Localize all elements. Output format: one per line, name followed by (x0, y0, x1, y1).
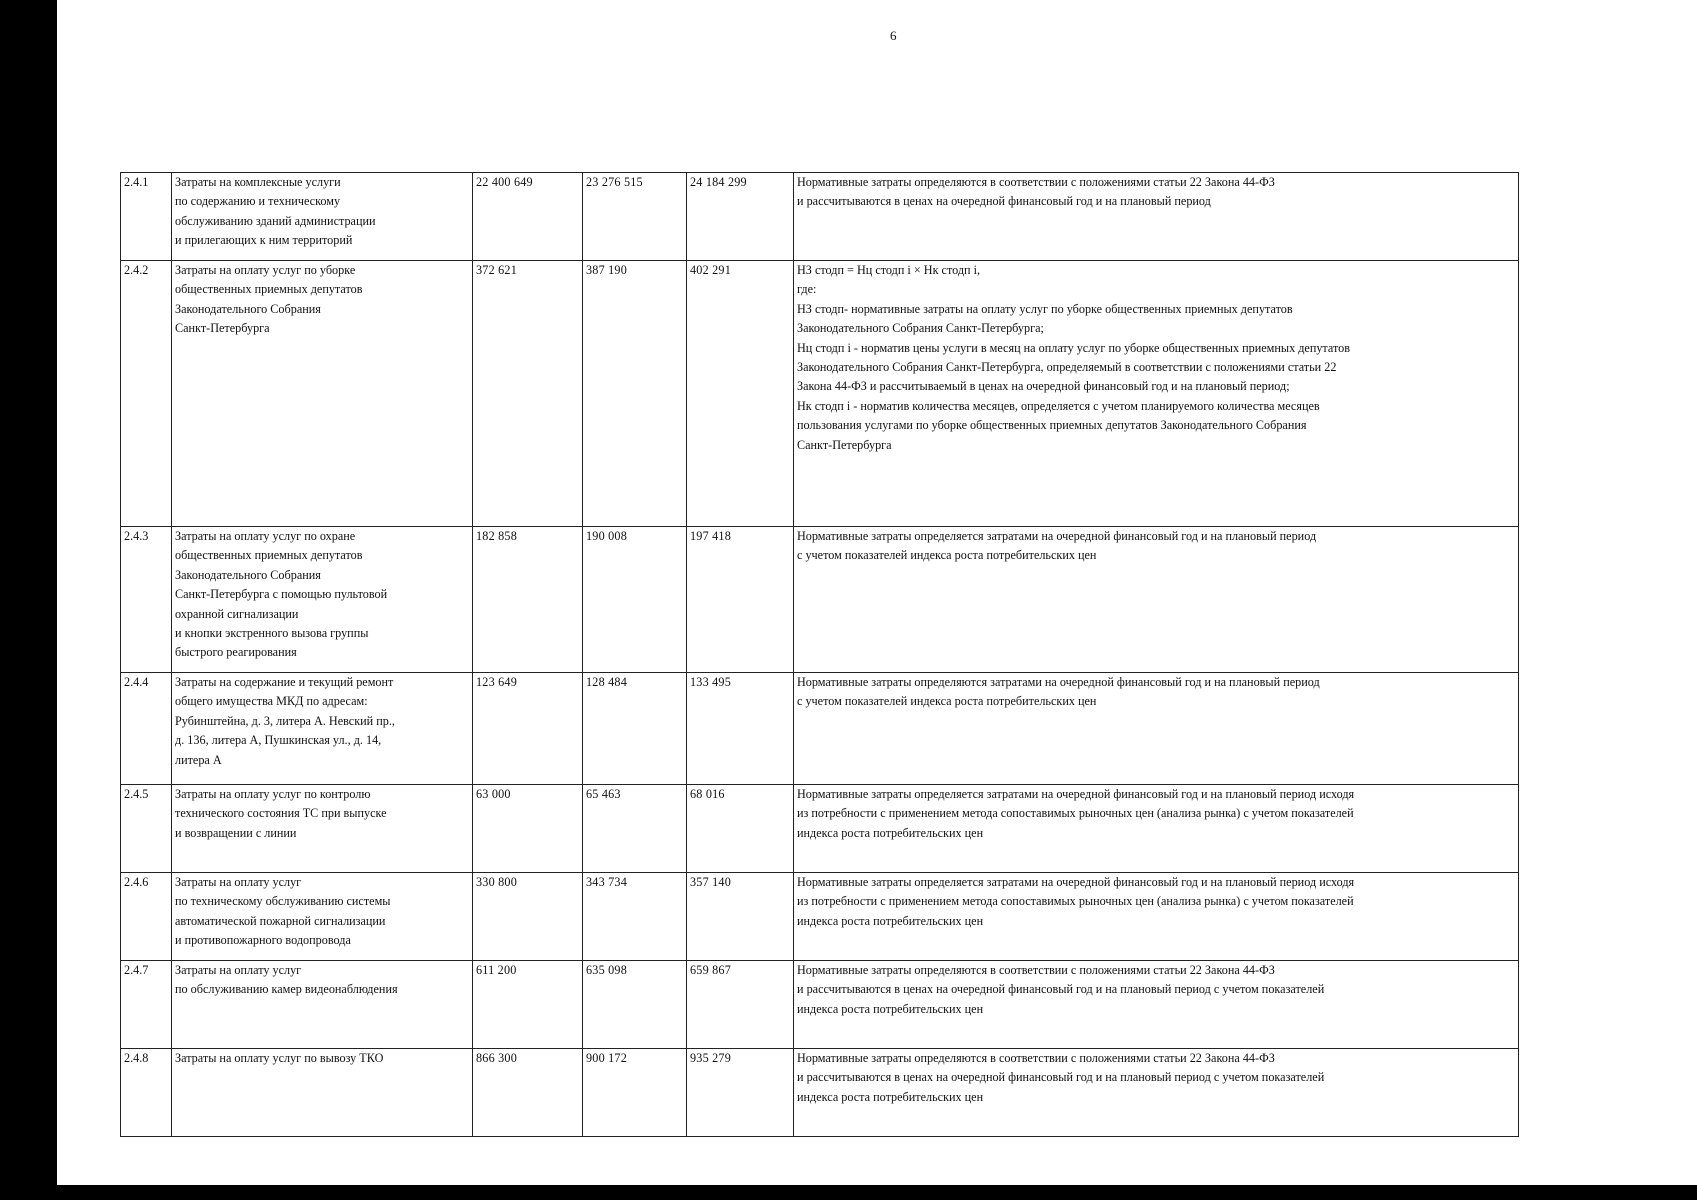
table-row (121, 173, 1519, 261)
text-line: быстрого реагирования (175, 645, 297, 660)
text-line: Нормативные затраты определяется затратами на очередной финансовый год и на плановый период исходя (797, 787, 1355, 801)
text-line: Затраты на оплату услуг по контролю (175, 787, 371, 801)
amount-cell: 402 291 (687, 261, 794, 527)
page-number: 6 (890, 28, 897, 43)
amount-cell: 65 463 (583, 785, 687, 873)
description-cell (794, 785, 1519, 873)
amount-cell: 900 172 (583, 1049, 687, 1137)
text-line: Нормативные затраты определяется затратами на очередной финансовый год и на плановый период (797, 529, 1317, 543)
table-row (121, 873, 1519, 961)
description-cell (794, 961, 1519, 1049)
item-code-cell: 2.4.1 (121, 173, 172, 261)
item-name-cell (172, 261, 473, 527)
text-line: НЗ стодп = Нц стодп i × Нк стодп i, (797, 263, 981, 277)
text-line: Санкт-Петербурга с помощью пультовой (175, 587, 388, 602)
text-line: Затраты на оплату услуг по вывозу ТКО (175, 1051, 384, 1065)
description-cell (794, 173, 1519, 261)
amount-cell: 866 300 (473, 1049, 583, 1137)
text-line: Нц стодп i - норматив цены услуги в месяц на оплату услуг по уборке общественных приемных депутатов (797, 340, 1351, 355)
text-line: Нормативные затраты определяются в соответствии с положениями статьи 22 Закона 44-ФЗ (797, 1051, 1275, 1065)
item-code-cell: 2.4.5 (121, 785, 172, 873)
text-line: Затраты на оплату услуг (175, 963, 302, 977)
text-line: индекса роста потребительских цен (797, 1089, 984, 1104)
text-line: Нк стодп i - норматив количества месяцев, определяется с учетом планируемого количества месяцев (797, 398, 1320, 413)
item-code-cell: 2.4.7 (121, 961, 172, 1049)
amount-cell: 22 400 649 (473, 173, 583, 261)
text-line: Законодательного Собрания (175, 567, 321, 582)
amount-cell: 23 276 515 (583, 173, 687, 261)
text-line: индекса роста потребительских цен (797, 913, 984, 928)
text-line: индекса роста потребительских цен (797, 825, 984, 840)
text-line: Рубинштейна, д. 3, литера А. Невский пр., (175, 713, 395, 728)
table-row (121, 527, 1519, 673)
amount-cell: 387 190 (583, 261, 687, 527)
text-line: индекса роста потребительских цен (797, 1001, 984, 1016)
amount-cell: 197 418 (687, 527, 794, 673)
text-line: общего имущества МКД по адресам: (175, 694, 368, 709)
text-line: охранной сигнализации (175, 606, 299, 621)
text-line: где: (797, 282, 817, 297)
text-line: Нормативные затраты определяются в соответствии с положениями статьи 22 Закона 44-ФЗ (797, 963, 1275, 977)
text-line: Законодательного Собрания (175, 301, 321, 316)
amount-cell: 635 098 (583, 961, 687, 1049)
amount-cell: 128 484 (583, 673, 687, 785)
description-cell (794, 261, 1519, 527)
amount-cell: 63 000 (473, 785, 583, 873)
text-line: и противопожарного водопровода (175, 933, 351, 948)
table-row (121, 961, 1519, 1049)
amount-cell: 123 649 (473, 673, 583, 785)
text-line: Нормативные затраты определяются затратами на очередной финансовый год и на плановый период (797, 675, 1320, 689)
text-line: с учетом показателей индекса роста потребительских цен (797, 694, 1097, 709)
amount-cell: 330 800 (473, 873, 583, 961)
item-name-cell (172, 961, 473, 1049)
item-name-cell (172, 1049, 473, 1137)
text-line: технического состояния ТС при выпуске (175, 806, 387, 821)
text-line: Нормативные затраты определяется затратами на очередной финансовый год и на плановый период исходя (797, 875, 1355, 889)
text-line: литера А (175, 752, 222, 767)
table-row (121, 785, 1519, 873)
scan-left-border (0, 0, 57, 1200)
amount-cell: 24 184 299 (687, 173, 794, 261)
amount-cell: 343 734 (583, 873, 687, 961)
text-line: Законодательного Собрания Санкт-Петербурга; (797, 321, 1044, 336)
item-name-cell (172, 173, 473, 261)
cost-table (120, 172, 1519, 1137)
text-line: общественных приемных депутатов (175, 282, 363, 297)
amount-cell: 190 008 (583, 527, 687, 673)
description-cell (794, 873, 1519, 961)
text-line: по содержанию и техническому (175, 194, 341, 209)
text-line: Затраты на оплату услуг (175, 875, 302, 889)
item-code-cell: 2.4.6 (121, 873, 172, 961)
item-name-cell (172, 673, 473, 785)
text-line: и рассчитываются в ценах на очередной финансовый год и на плановый период с учетом показателей (797, 1070, 1325, 1085)
text-line: и возвращении с линии (175, 825, 297, 840)
scan-bottom-border (0, 1185, 1697, 1200)
text-line: Затраты на комплексные услуги (175, 175, 341, 189)
description-cell (794, 673, 1519, 785)
amount-cell: 182 858 (473, 527, 583, 673)
text-line: Санкт-Петербурга (175, 321, 270, 336)
text-line: и кнопки экстренного вызова группы (175, 626, 369, 641)
text-line: обслуживанию зданий администрации (175, 213, 376, 228)
table-row (121, 261, 1519, 527)
amount-cell: 372 621 (473, 261, 583, 527)
text-line: из потребности с применением метода сопоставимых рыночных цен (анализа рынка) с учетом показателей (797, 806, 1354, 821)
item-code-cell: 2.4.8 (121, 1049, 172, 1137)
text-line: и рассчитываются в ценах на очередной финансовый год и на плановый период с учетом показателей (797, 982, 1325, 997)
text-line: автоматической пожарной сигнализации (175, 913, 386, 928)
text-line: и прилегающих к ним территорий (175, 233, 353, 248)
text-line: Санкт-Петербурга (797, 437, 892, 452)
description-cell (794, 1049, 1519, 1137)
item-name-cell (172, 785, 473, 873)
text-line: по обслуживанию камер видеонаблюдения (175, 982, 398, 997)
amount-cell: 611 200 (473, 961, 583, 1049)
text-line: Законодательного Собрания Санкт-Петербурга, определяемый в соответствии с положениями статьи 22 (797, 360, 1337, 375)
amount-cell: 357 140 (687, 873, 794, 961)
text-line: Затраты на оплату услуг по охране (175, 529, 356, 543)
item-code-cell: 2.4.2 (121, 261, 172, 527)
item-name-cell (172, 873, 473, 961)
table-row (121, 1049, 1519, 1137)
text-line: и рассчитываются в ценах на очередной финансовый год и на плановый период (797, 194, 1211, 209)
amount-cell: 68 016 (687, 785, 794, 873)
table-row (121, 673, 1519, 785)
text-line: Затраты на оплату услуг по уборке (175, 263, 356, 277)
amount-cell: 935 279 (687, 1049, 794, 1137)
text-line: Закона 44-ФЗ и рассчитываемый в ценах на очередной финансовый год и на плановый период; (797, 379, 1290, 394)
text-line: НЗ стодп- нормативные затраты на оплату услуг по уборке общественных приемных депутатов (797, 301, 1293, 316)
text-line: общественных приемных депутатов (175, 548, 363, 563)
text-line: пользования услугами по уборке общественных приемных депутатов Законодательного Собрания (797, 418, 1307, 433)
amount-cell: 133 495 (687, 673, 794, 785)
text-line: д. 136, литера А, Пушкинская ул., д. 14, (175, 733, 382, 748)
item-code-cell: 2.4.3 (121, 527, 172, 673)
text-line: с учетом показателей индекса роста потребительских цен (797, 548, 1097, 563)
item-name-cell (172, 527, 473, 673)
text-line: из потребности с применением метода сопоставимых рыночных цен (анализа рынка) с учетом показателей (797, 894, 1354, 909)
amount-cell: 659 867 (687, 961, 794, 1049)
description-cell (794, 527, 1519, 673)
text-line: Нормативные затраты определяются в соответствии с положениями статьи 22 Закона 44-ФЗ (797, 175, 1275, 189)
item-code-cell: 2.4.4 (121, 673, 172, 785)
text-line: по техническому обслуживанию системы (175, 894, 391, 909)
text-line: Затраты на содержание и текущий ремонт (175, 675, 394, 689)
